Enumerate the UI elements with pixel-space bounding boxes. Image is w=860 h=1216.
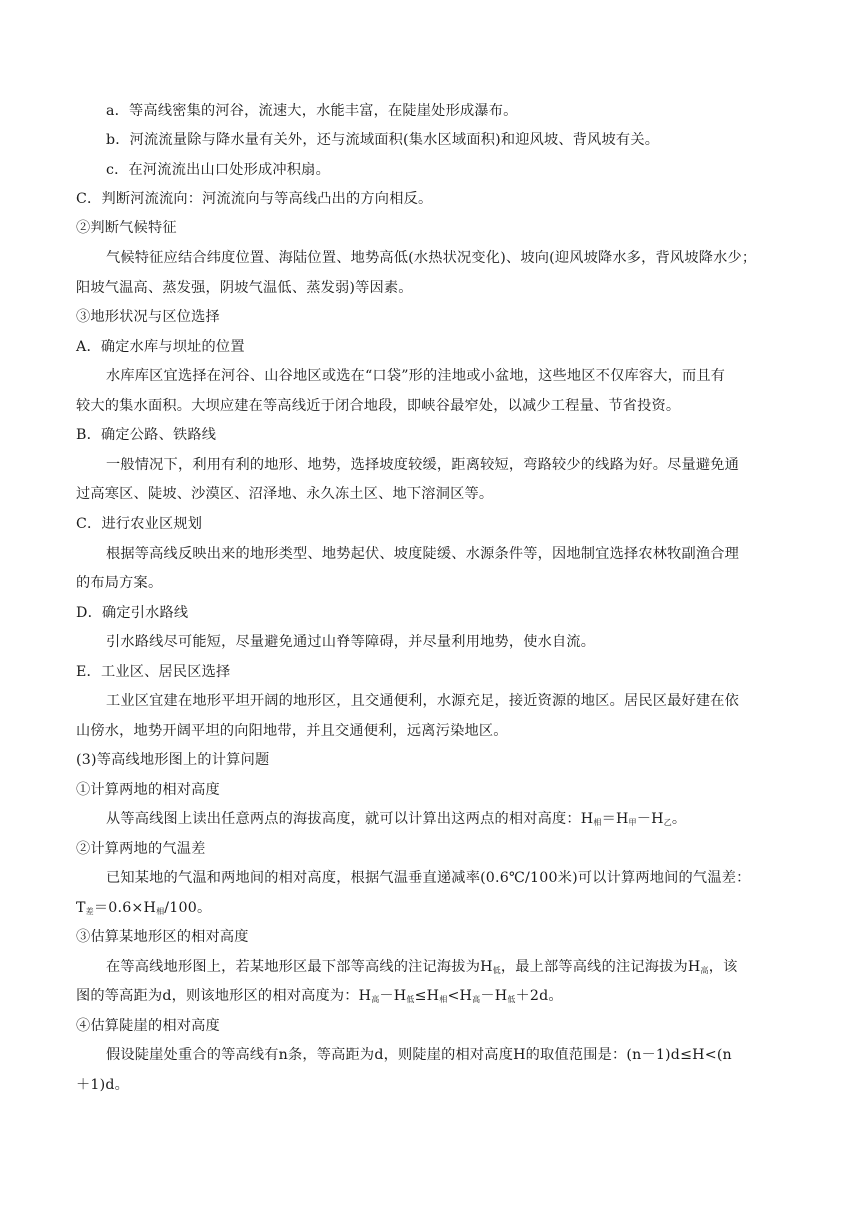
formula-line: 在等高线地形图上，若某地形区最下部等高线的注记海拔为$H_低$，最上部等高线的注记海拔为$H_高$，该 xyxy=(106,959,738,975)
text-line: 阳坡气温高、蒸发强，阴坡气温低、蒸发弱)等因素。 xyxy=(76,280,413,296)
text-line: 的布局方案。 xyxy=(76,575,163,591)
formula-line: 从等高线图上读出任意两点的海拔高度，就可以计算出这两点的相对高度：$H_相=H_甲-H_乙$。 xyxy=(106,811,687,827)
text-line: c．在河流流出山口处形成冲积扇。 xyxy=(106,162,330,178)
section-heading: ②判断气候特征 xyxy=(76,220,177,236)
text-line: 一般情况下，利用有利的地形、地势，选择坡度较缓，距离较短，弯路较少的线路为好。尽量避免通 xyxy=(106,457,740,473)
text-line: 根据等高线反映出来的地形类型、地势起伏、坡度陡缓、水源条件等，因地制宜选择农林牧副渔合理 xyxy=(106,546,740,562)
text-line: 山傍水，地势开阔平坦的向阳地带，并且交通便利，远离污染地区。 xyxy=(76,723,508,739)
formula-line: 图的等高距为d，则该地形区的相对高度为：$H_高-H_低\le H_相<H_高-H_低+2d$。 xyxy=(76,988,563,1004)
subsection-heading: B．确定公路、铁路线 xyxy=(76,427,217,443)
subsection-heading: D．确定引水路线 xyxy=(76,605,189,621)
text-line: 引水路线尽可能短，尽量避免通过山脊等障碍，并尽量利用地势，使水自流。 xyxy=(106,634,596,650)
text-line: 工业区宜建在地形平坦开阔的地形区，且交通便利，水源充足，接近资源的地区。居民区最好建在依 xyxy=(106,693,740,709)
text-line: 已知某地的气温和两地间的相对高度，根据气温垂直递减率(0.6℃/100米)可以计算两地间的气温差： xyxy=(106,870,751,886)
section-heading: ③估算某地形区的相对高度 xyxy=(76,929,249,945)
section-heading: ③地形状况与区位选择 xyxy=(76,309,220,325)
text-line: a．等高线密集的河谷，流速大，水能丰富，在陡崖处形成瀑布。 xyxy=(106,103,518,119)
text-line: 较大的集水面积。大坝应建在等高线近于闭合地段，即峡谷最窄处，以减少工程量、节省投资。 xyxy=(76,398,681,414)
section-heading: ①计算两地的相对高度 xyxy=(76,782,220,798)
text-line: C．判断河流流向：河流流向与等高线凸出的方向相反。 xyxy=(76,191,433,207)
text-line: b．河流流量除与降水量有关外，还与流域面积(集水区域面积)和迎风坡、背风坡有关。 xyxy=(106,132,660,148)
subsection-heading: C．进行农业区规划 xyxy=(76,516,203,532)
text-line: ＋1)d。 xyxy=(76,1077,130,1093)
text-line: 过高寒区、陡坡、沙漠区、沼泽地、永久冻土区、地下溶洞区等。 xyxy=(76,486,494,502)
formula-line: $T_差=0.6\times H_相/100$。 xyxy=(76,900,212,916)
text-line: 水库库区宜选择在河谷、山谷地区或选在“口袋”形的洼地或小盆地，这些地区不仅库容大，而且有 xyxy=(106,368,726,384)
subsection-heading: A．确定水库与坝址的位置 xyxy=(76,339,245,355)
text-line: 气候特征应结合纬度位置、海陆位置、地势高低(水热状况变化)、坡向(迎风坡降水多，背风坡降水少； xyxy=(106,250,757,266)
subsection-heading: E．工业区、居民区选择 xyxy=(76,664,231,680)
text-line: 假设陡崖处重合的等高线有n条，等高距为d，则陡崖的相对高度H的取值范围是：(n－1)d≤H<(n xyxy=(106,1047,732,1063)
section-heading: ④估算陡崖的相对高度 xyxy=(76,1018,220,1034)
section-heading: (3)等高线地形图上的计算问题 xyxy=(76,752,270,768)
section-heading: ②计算两地的气温差 xyxy=(76,841,206,857)
